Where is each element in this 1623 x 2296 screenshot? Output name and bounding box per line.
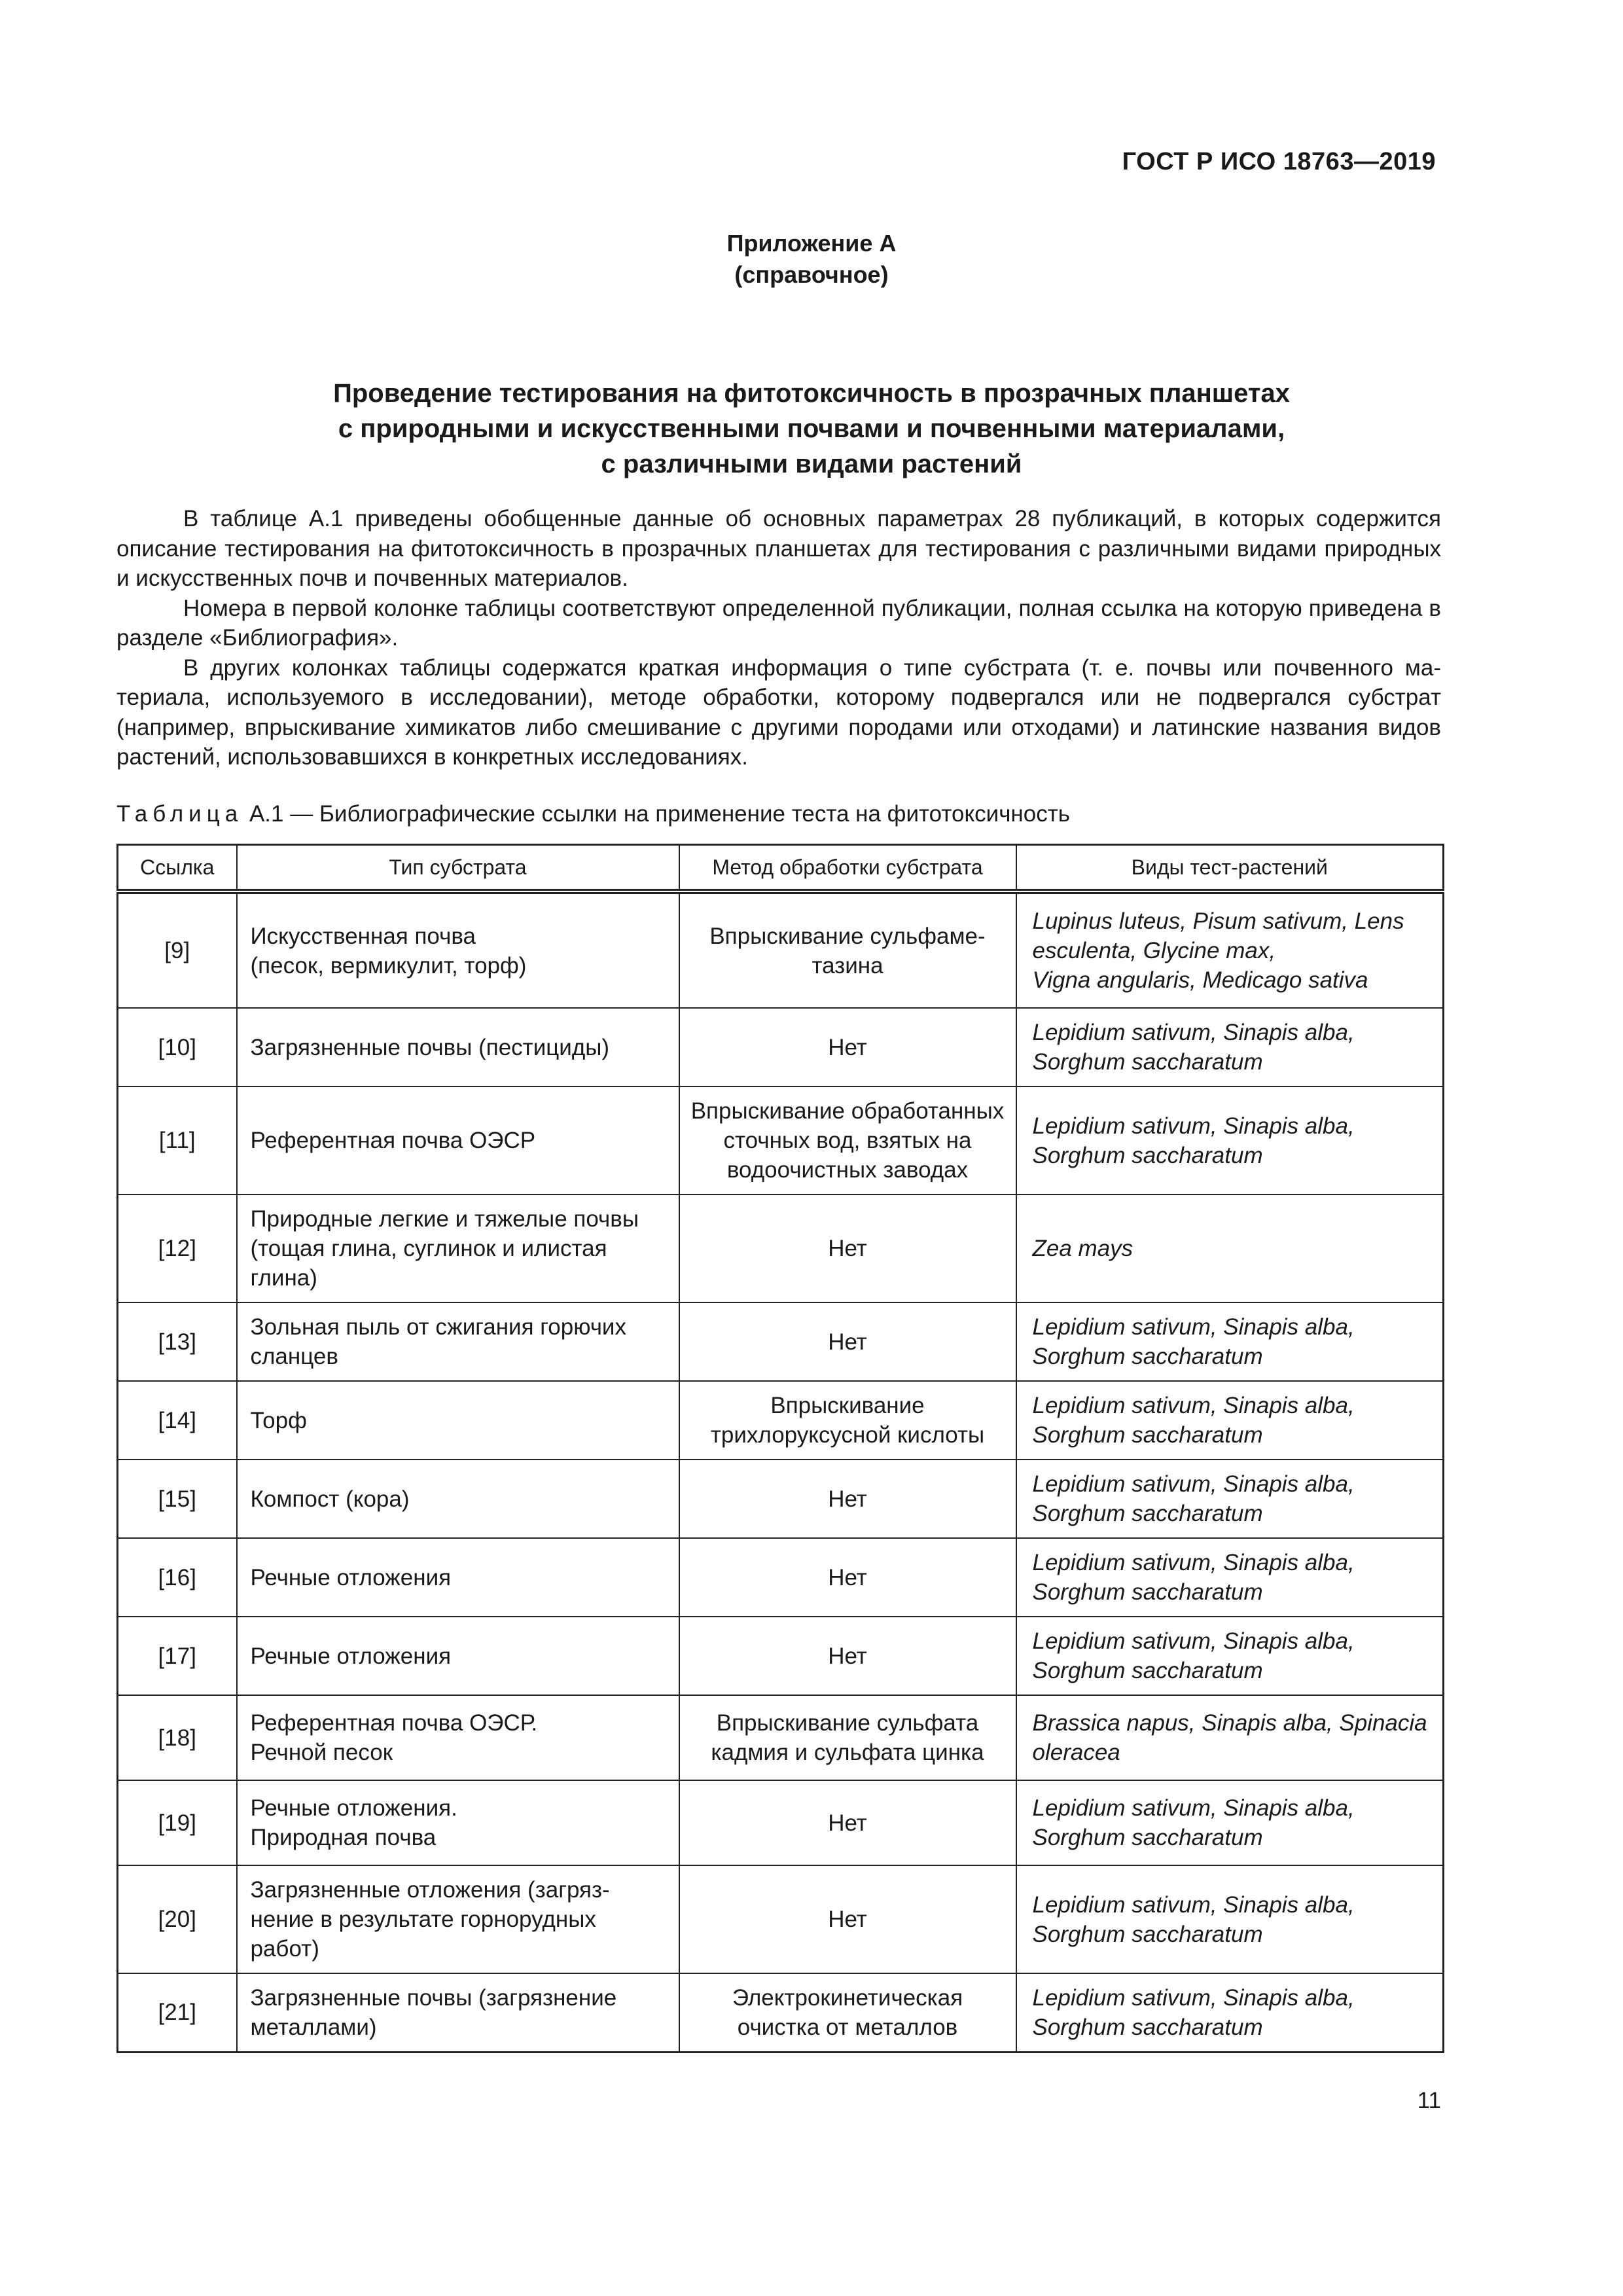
species-cell: Lepidium sativum, Sinapis alba, Sorghum saccharatum: [1016, 1460, 1444, 1538]
ref-cell: [11]: [118, 1086, 237, 1194]
species-cell: Lepidium sativum, Sinapis alba, Sorghum saccharatum: [1016, 1381, 1444, 1460]
column-header-substrate: Тип субстрата: [237, 845, 679, 892]
method-cell: Впрыскивание сульфаме-тазина: [679, 891, 1016, 1008]
references-table: [116, 844, 1444, 2053]
method-cell: Нет: [679, 1460, 1016, 1538]
method-cell: Нет: [679, 1865, 1016, 1973]
ref-cell: [18]: [118, 1695, 237, 1780]
table-row: [118, 1381, 1444, 1460]
substrate-line: Референтная почва ОЭСР.: [250, 1710, 538, 1736]
ref-cell: [16]: [118, 1538, 237, 1617]
species-cell: Brassica napus, Sinapis alba, Spinacia oleracea: [1016, 1695, 1444, 1780]
section-title-line: с различными видами растений: [601, 450, 1022, 478]
section-title-line: с природными и искусственными почвами и почвенными материалами,: [338, 414, 1285, 443]
method-cell: Впрыскивание трихлоруксусной кислоты: [679, 1381, 1016, 1460]
method-cell: Нет: [679, 1780, 1016, 1865]
species-cell: Lepidium sativum, Sinapis alba, Sorghum saccharatum: [1016, 1780, 1444, 1865]
page-number: 11: [1417, 2088, 1441, 2113]
substrate-cell: Компост (кора): [237, 1460, 679, 1538]
method-cell: Нет: [679, 1538, 1016, 1617]
species-cell: Lepidium sativum, Sinapis alba, Sorghum saccharatum: [1016, 1617, 1444, 1695]
species-cell: Lepidium sativum, Sinapis alba, Sorghum saccharatum: [1016, 1086, 1444, 1194]
table-row: [118, 891, 1444, 1008]
method-cell: Впрыскивание обработанных сточных вод, взятых на водоочистных заводах: [679, 1086, 1016, 1194]
table-row: [118, 1460, 1444, 1538]
substrate-line: Природная почва: [250, 1825, 437, 1850]
method-cell: Электрокинетическая очистка от металлов: [679, 1973, 1016, 2052]
table-row: [118, 1008, 1444, 1086]
document-designation: ГОСТ Р ИСО 18763—2019: [1122, 148, 1436, 175]
substrate-cell: Торф: [237, 1381, 679, 1460]
species-cell: Lepidium sativum, Sinapis alba, Sorghum saccharatum: [1016, 1865, 1444, 1973]
substrate-cell: Загрязненные почвы (пестициды): [237, 1008, 679, 1086]
intro-paragraph: В таблице А.1 приведены обобщенные данные об основных параметрах 28 публикаций, в которых содержится описание тестирования на фитотоксичность в прозрачных планшетах для тестирования с различными видами природных и искусственных почв и почвенных материалов.: [116, 506, 1441, 591]
substrate-cell: Речные отложения: [237, 1617, 679, 1695]
table-row: [118, 1538, 1444, 1617]
substrate-line: Речные отложения.: [250, 1795, 457, 1821]
substrate-cell: [237, 891, 679, 1008]
substrate-cell: [237, 1780, 679, 1865]
species-cell: Lepidium sativum, Sinapis alba, Sorghum saccharatum: [1016, 1538, 1444, 1617]
ref-cell: [13]: [118, 1302, 237, 1381]
species-cell: Zea mays: [1016, 1194, 1444, 1302]
species-line: Lupinus luteus, Pisum sativum, Lens esculenta, Glycine max,: [1032, 908, 1404, 963]
column-header-species: Виды тест-растений: [1016, 845, 1444, 892]
species-cell: [1016, 891, 1444, 1008]
method-cell: Нет: [679, 1194, 1016, 1302]
section-title-line: Проведение тестирования на фитотоксичность в прозрачных планшетах: [333, 379, 1290, 408]
intro-text: [116, 504, 1441, 772]
table-caption: [116, 800, 1070, 829]
intro-paragraph: Номера в первой колонке таблицы соответствуют определенной публикации, полная ссылка на которую приведена в разделе «Библиография».: [116, 595, 1441, 651]
species-line: Vigna angularis, Medicago sativa: [1032, 967, 1368, 993]
species-cell: Lepidium sativum, Sinapis alba, Sorghum saccharatum: [1016, 1302, 1444, 1381]
table-row: [118, 1194, 1444, 1302]
substrate-cell: [237, 1695, 679, 1780]
column-header-ref: Ссылка: [118, 845, 237, 892]
ref-cell: [10]: [118, 1008, 237, 1086]
substrate-cell: Референтная почва ОЭСР: [237, 1086, 679, 1194]
ref-cell: [17]: [118, 1617, 237, 1695]
method-cell: Нет: [679, 1617, 1016, 1695]
table-header-row: [118, 845, 1444, 892]
section-title: [196, 376, 1427, 482]
ref-cell: [20]: [118, 1865, 237, 1973]
ref-cell: [15]: [118, 1460, 237, 1538]
substrate-line: Искусственная почва: [250, 923, 476, 949]
substrate-cell: Зольная пыль от сжигания горючих сланцев: [237, 1302, 679, 1381]
table-row: [118, 1086, 1444, 1194]
species-cell: Lepidium sativum, Sinapis alba, Sorghum saccharatum: [1016, 1008, 1444, 1086]
table-caption-text: А.1 — Библиографические ссылки на применение теста на фитотоксичность: [243, 801, 1070, 827]
annex-status: (справочное): [734, 261, 889, 288]
annex-heading: [0, 228, 1623, 291]
method-cell: Впрыскивание сульфата кадмия и сульфата цинка: [679, 1695, 1016, 1780]
annex-title: Приложение А: [726, 230, 897, 257]
table-row: [118, 1865, 1444, 1973]
table-row: [118, 1695, 1444, 1780]
ref-cell: [9]: [118, 891, 237, 1008]
ref-cell: [19]: [118, 1780, 237, 1865]
method-cell: Нет: [679, 1008, 1016, 1086]
substrate-cell: Речные отложения: [237, 1538, 679, 1617]
intro-paragraph: В других колонках таблицы содержатся краткая информация о типе субстрата (т. е. почвы или почвенного материала, используемого в исследовании), методе обработки, которому подвергался или не подвергался субстрат (например, впрыскивание химикатов либо смешивание с другими породами или отходами) и латинские названия видов растений, использовавшихся в конкретных исследованиях.: [116, 655, 1441, 770]
substrate-line: (песок, вермикулит, торф): [250, 952, 527, 978]
table-row: [118, 1973, 1444, 2052]
substrate-line: Речной песок: [250, 1740, 393, 1765]
table-caption-label: Таблица: [116, 801, 243, 827]
substrate-cell: Природные легкие и тяжелые почвы (тощая глина, суглинок и илистая глина): [237, 1194, 679, 1302]
ref-cell: [12]: [118, 1194, 237, 1302]
substrate-cell: Загрязненные отложения (загрязнение в результате горнорудных работ): [237, 1865, 679, 1973]
table-row: [118, 1617, 1444, 1695]
species-cell: Lepidium sativum, Sinapis alba, Sorghum saccharatum: [1016, 1973, 1444, 2052]
table-row: [118, 1780, 1444, 1865]
ref-cell: [21]: [118, 1973, 237, 2052]
method-cell: Нет: [679, 1302, 1016, 1381]
substrate-cell: Загрязненные почвы (загрязнение металлами): [237, 1973, 679, 2052]
table-row: [118, 1302, 1444, 1381]
column-header-method: Метод обработки субстрата: [679, 845, 1016, 892]
ref-cell: [14]: [118, 1381, 237, 1460]
